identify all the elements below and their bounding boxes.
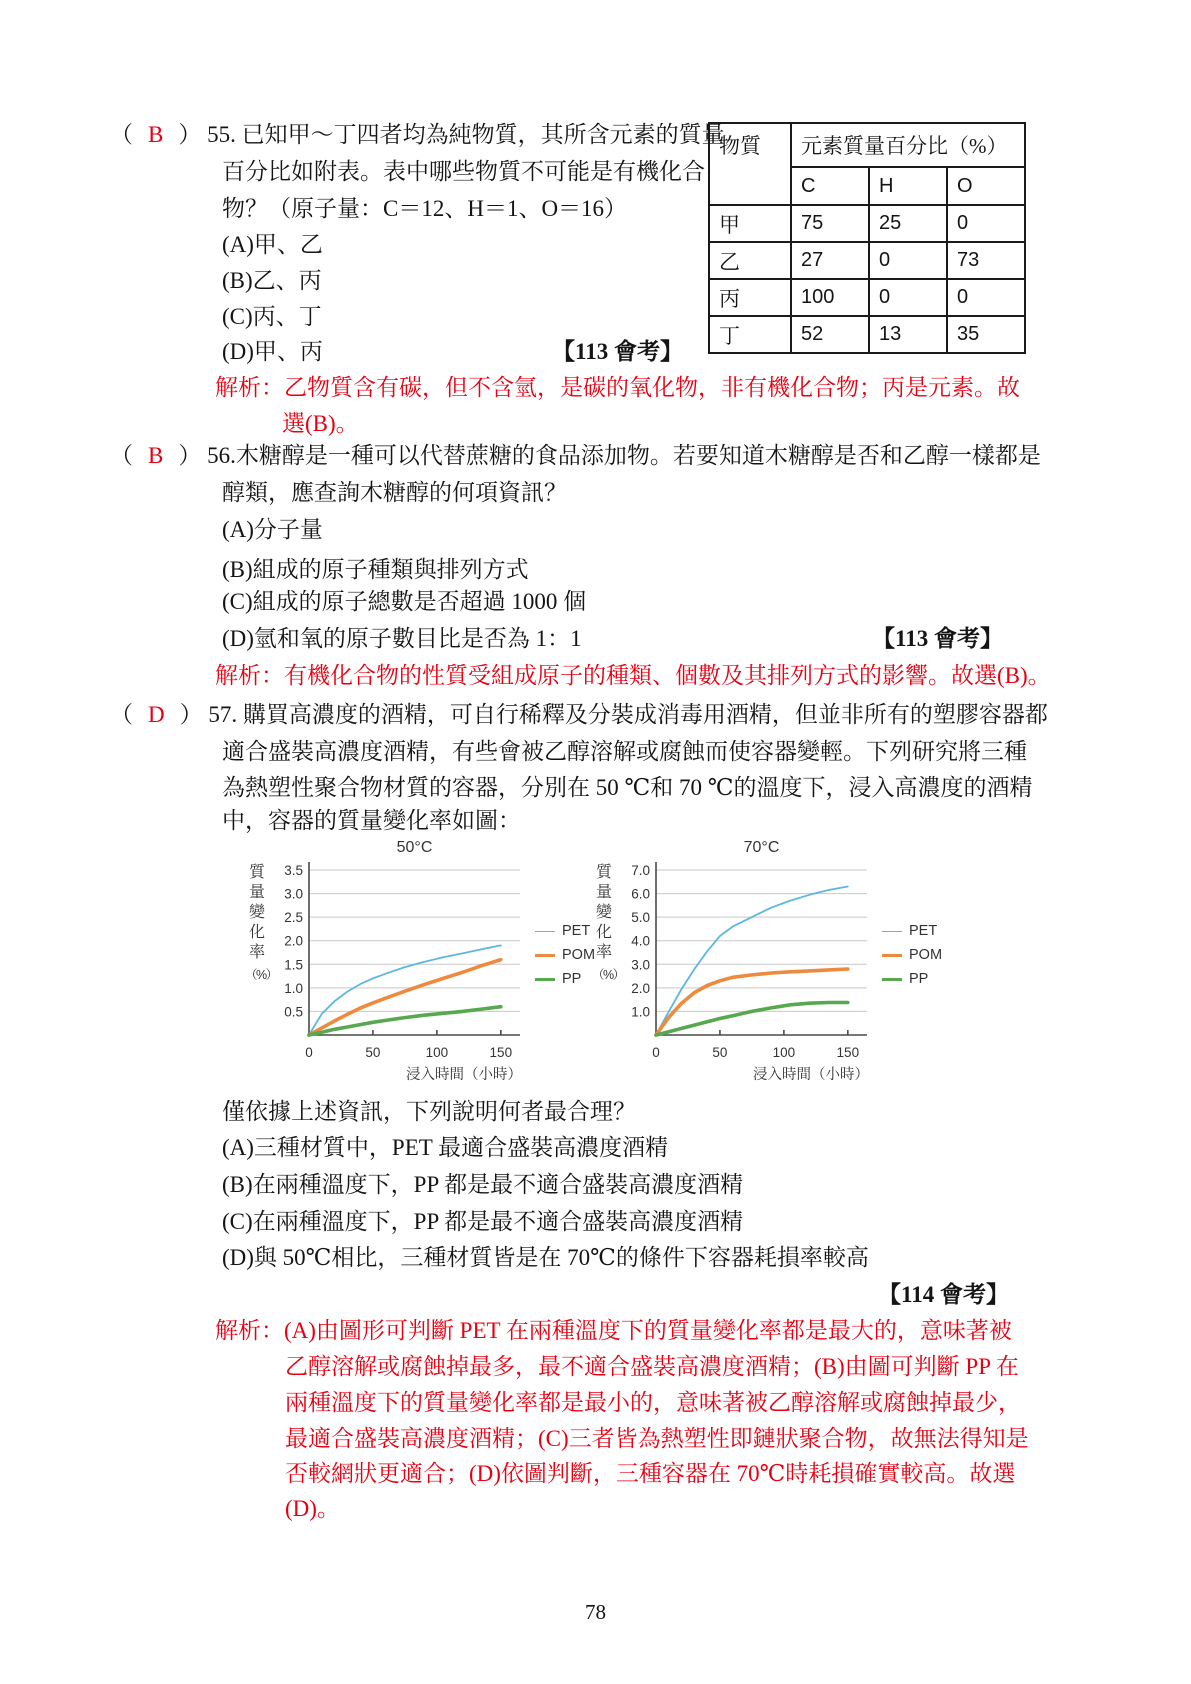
q56-exam-source-tag: 【113 會考】 [872, 626, 1003, 651]
element-mass-table [708, 122, 1026, 354]
legend-label: PET [909, 923, 938, 939]
cell: 52 [791, 316, 869, 353]
q55-analysis-line-1: 解析：乙物質含有碳，但不含氫，是碳的氧化物，非有機化合物；丙是元素。故 [215, 375, 1020, 400]
svg-text:2.0: 2.0 [631, 980, 650, 996]
chart-50c-plot [269, 835, 525, 1097]
q57-stem-line-4: 中，容器的質量變化率如圖： [222, 808, 521, 833]
legend-label: PP [909, 971, 929, 987]
table-col-c: C [791, 167, 869, 205]
svg-text:5.0: 5.0 [631, 910, 650, 926]
svg-text:4.0: 4.0 [631, 933, 650, 949]
svg-text:150: 150 [489, 1045, 513, 1060]
cell: 0 [869, 242, 947, 279]
table-col-h: H [869, 167, 947, 205]
table-span-header: 元素質量百分比（%） [791, 123, 1025, 167]
legend-label: POM [909, 947, 943, 963]
q56-option-c: (C)組成的原子總數是否超過 1000 個 [222, 589, 587, 614]
cell: 27 [791, 242, 869, 279]
cell: 0 [947, 279, 1025, 316]
q57-stem-line-1: 57. 購買高濃度的酒精，可自行稀釋及分裝成消毒用酒精，但並非所有的塑膠容器都 [208, 702, 1048, 727]
svg-text:1.0: 1.0 [631, 1004, 650, 1020]
svg-text:0: 0 [652, 1045, 660, 1060]
q55-option-d: (D)甲、丙 [222, 339, 323, 364]
svg-text:浸入時間（小時）: 浸入時間（小時） [406, 1067, 522, 1083]
q56-option-d: (D)氫和氧的原子數目比是否為 1：1 [222, 626, 582, 651]
legend-label: PP [562, 971, 582, 987]
q55-analysis-line-2: 選(B)。 [282, 411, 359, 436]
row-label: 甲 [709, 205, 791, 242]
q55-answer-letter: B [148, 122, 164, 147]
svg-text:50: 50 [712, 1045, 728, 1060]
svg-text:0.5: 0.5 [284, 1004, 303, 1020]
legend-entry [882, 947, 942, 963]
legend-label: PET [562, 923, 591, 939]
q56-answer-letter: B [148, 443, 164, 468]
y-axis-label: 質 量 變 化 率 （%） [592, 864, 624, 982]
page-number: 78 [585, 1600, 606, 1624]
legend-entry [535, 923, 595, 939]
svg-text:100: 100 [772, 1045, 796, 1060]
legend-label: POM [562, 947, 596, 963]
chart-70c [592, 835, 942, 1097]
legend-entry [882, 923, 942, 939]
q55-headline [110, 120, 727, 150]
q57-post-chart-line: 僅依據上述資訊，下列說明何者最合理？ [222, 1099, 636, 1124]
legend-swatch [882, 954, 902, 957]
q57-analysis-line-1: 解析：(A)由圖形可判斷 PET 在兩種溫度下的質量變化率都是最大的，意味著被 [215, 1318, 1012, 1343]
cell: 75 [791, 205, 869, 242]
q57-answer-letter: D [148, 702, 165, 727]
table-row [709, 316, 1025, 353]
q57-analysis-line-5: 否較網狀更適合；(D)依圖判斷，三種容器在 70℃時耗損確實較高。故選 [285, 1461, 1016, 1486]
q56-option-b: (B)組成的原子種類與排列方式 [222, 557, 529, 582]
q57-stem-line-2: 適合盛裝高濃度酒精，有些會被乙醇溶解或腐蝕而使容器變輕。下列研究將三種 [222, 739, 1027, 764]
cell: 13 [869, 316, 947, 353]
svg-text:2.5: 2.5 [284, 910, 303, 926]
chart-50c [245, 835, 595, 1097]
q57-headline [110, 700, 1050, 730]
answer-paren-close: ） [178, 443, 202, 468]
svg-text:70°C: 70°C [743, 839, 780, 856]
svg-text:3.5: 3.5 [284, 863, 303, 878]
svg-text:150: 150 [836, 1045, 860, 1060]
legend-swatch [535, 954, 555, 957]
cell: 25 [869, 205, 947, 242]
legend-swatch [535, 931, 555, 932]
q57-analysis-line-6: (D)。 [285, 1496, 340, 1521]
cell: 73 [947, 242, 1025, 279]
y-axis-label: 質 量 變 化 率 （%） [245, 864, 277, 982]
table-col-o: O [947, 167, 1025, 205]
q57-option-a: (A)三種材質中，PET 最適合盛裝高濃度酒精 [222, 1135, 669, 1160]
svg-text:浸入時間（小時）: 浸入時間（小時） [753, 1067, 869, 1083]
svg-text:50: 50 [365, 1045, 381, 1060]
svg-text:3.0: 3.0 [284, 886, 303, 902]
q56-stem-line-1: 56.木糖醇是一種可以代替蔗糖的食品添加物。若要知道木糖醇是否和乙醇一樣都是 [207, 443, 1041, 468]
answer-paren-close: ） [178, 122, 202, 147]
q55-stem-line-3: 物？（原子量：C＝12、H＝1、O＝16） [222, 196, 628, 221]
answer-paren-open: （ [110, 122, 133, 147]
q56-option-a: (A)分子量 [222, 517, 323, 542]
svg-text:2.0: 2.0 [284, 933, 303, 949]
q55-option-b: (B)乙、丙 [222, 268, 322, 293]
chart-70c-plot [616, 835, 872, 1097]
table-row [709, 242, 1025, 279]
q56-headline [110, 441, 1043, 471]
q55-stem-line-1: 55. 已知甲～丁四者均為純物質，其所含元素的質量 [207, 122, 725, 147]
table-corner-header: 物質 [709, 123, 791, 205]
q56-stem-line-2: 醇類，應查詢木糖醇的何項資訊？ [222, 480, 567, 505]
svg-text:7.0: 7.0 [631, 863, 650, 878]
answer-paren-open: （ [110, 443, 133, 468]
q57-analysis-line-2: 乙醇溶解或腐蝕掉最多，最不適合盛裝高濃度酒精；(B)由圖可判斷 PP 在 [285, 1354, 1019, 1379]
cell: 0 [947, 205, 1025, 242]
legend-entry [882, 971, 942, 987]
table-row [709, 205, 1025, 242]
table-row [709, 279, 1025, 316]
answer-paren-open: （ [110, 702, 133, 727]
q57-stem-line-3: 為熱塑性聚合物材質的容器，分別在 50 ℃和 70 ℃的溫度下，浸入高濃度的酒精 [222, 775, 1033, 800]
q55-option-a: (A)甲、乙 [222, 232, 323, 257]
cell: 100 [791, 279, 869, 316]
legend-swatch [882, 978, 902, 981]
svg-text:0: 0 [305, 1045, 313, 1060]
q57-analysis-line-3: 兩種溫度下的質量變化率都是最小的，意味著被乙醇溶解或腐蝕掉最少， [285, 1390, 1021, 1415]
q56-analysis-line-1: 解析：有機化合物的性質受組成原子的種類、個數及其排列方式的影響。故選(B)。 [215, 663, 1051, 688]
svg-text:6.0: 6.0 [631, 886, 650, 902]
legend-entry [535, 947, 595, 963]
q57-exam-source-tag: 【114 會考】 [878, 1282, 1009, 1307]
legend-swatch [535, 978, 555, 981]
svg-text:1.0: 1.0 [284, 980, 303, 996]
row-label: 丁 [709, 316, 791, 353]
svg-text:3.0: 3.0 [631, 957, 650, 973]
q57-option-b: (B)在兩種溫度下，PP 都是最不適合盛裝高濃度酒精 [222, 1172, 744, 1197]
chart-70c-legend [882, 923, 942, 995]
svg-text:50°C: 50°C [396, 839, 433, 856]
q55-exam-source-tag: 【113 會考】 [552, 339, 683, 364]
svg-text:100: 100 [425, 1045, 449, 1060]
cell: 0 [869, 279, 947, 316]
q57-option-d: (D)與 50℃相比，三種材質皆是在 70℃的條件下容器耗損率較高 [222, 1245, 869, 1270]
chart-50c-legend [535, 923, 595, 995]
q57-option-c: (C)在兩種溫度下，PP 都是最不適合盛裝高濃度酒精 [222, 1209, 744, 1234]
row-label: 乙 [709, 242, 791, 279]
svg-text:1.5: 1.5 [284, 957, 303, 973]
legend-swatch [882, 931, 902, 932]
cell: 35 [947, 316, 1025, 353]
q55-option-c: (C)丙、丁 [222, 304, 322, 329]
q55-stem-line-2: 百分比如附表。表中哪些物質不可能是有機化合 [222, 159, 705, 184]
q57-analysis-line-4: 最適合盛裝高濃度酒精；(C)三者皆為熱塑性即鏈狀聚合物，故無法得知是 [285, 1426, 1029, 1451]
answer-paren-close: ） [179, 702, 203, 727]
legend-entry [535, 971, 595, 987]
row-label: 丙 [709, 279, 791, 316]
